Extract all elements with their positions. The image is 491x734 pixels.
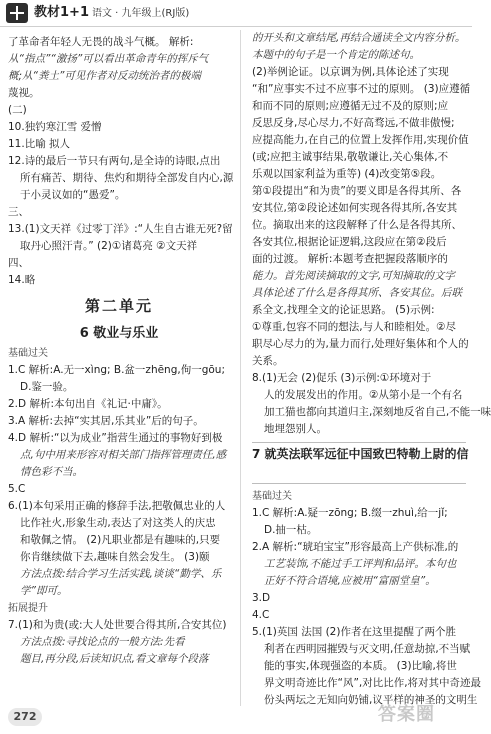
answer-4: 4.D 解析:“以为成业”指营生通过的事物好到极 [8, 432, 223, 444]
answer-3: 3.A 解析:去掉“实其居,乐其业”后的句子。 [8, 415, 204, 427]
answer-6: 你肯继续做下去,趣味自然会发生。 (3)颐 [20, 551, 210, 563]
page-header [0, 0, 472, 27]
page-number: 272 [8, 708, 42, 726]
answer-4: 点,句中用来形容对相关部门指挥管理责任,感 [20, 449, 227, 461]
answer-8: 加工猫也都向其道归主,深刻地反省自己,不能一味 [264, 406, 491, 418]
unit-title: 第二单元 [84, 297, 153, 315]
section-basic: 基础过关 [252, 491, 292, 502]
section-extend: 拓展提升 [8, 603, 48, 614]
subject-label: 语文 · 九年级上(RJ版) [92, 8, 190, 19]
answer-line: 面的过渡。 解析:本题考查把握段落顺序的 [252, 253, 448, 265]
answer-5: 份头两坛之无知向奶铺,议平样的神圣的文明生 [264, 694, 478, 706]
right-column [252, 30, 491, 709]
answer-13: 13.(1)文天祥《过零丁洋》:“人生自古谁无死?留 [8, 223, 233, 235]
answer-6: 6.(1)本句采用正确的修辞手法,把敬佩忠业的人 [8, 500, 226, 512]
brand-title: 教材1+1 [34, 5, 89, 20]
answer-line: (2)举例论证。以京调为例,具体论述了实现 [252, 66, 449, 78]
answer-5: 5.C [8, 483, 26, 495]
answer-line: 蔑视。 [8, 87, 40, 99]
answer-12: 所有痛苦、期待、焦灼和期待全部发自内心,源 [20, 172, 234, 184]
answer-line: 本题中的句子是一个肯定的陈述句。 [252, 49, 420, 61]
answer-11: 11.比喻 拟人 [8, 138, 71, 150]
answer-line: “和”应事实不过不应事不过的原则。 (3)应遵循 [252, 83, 471, 95]
answer-7: 方法点拨:寻找论点的一般方法:先看 [20, 636, 185, 648]
watermark: 答案圈 [378, 704, 435, 725]
group-label: 四、 [8, 257, 29, 269]
answer-line: 系全文,找理全文的论证思路。 (5)示例: [252, 304, 435, 316]
plus-logo-icon [6, 3, 28, 23]
answer-7: 题目,再分段,后读知识点,看文章每个段落 [20, 653, 209, 665]
answer-6: 比作社火,形象生动,表达了对这类人的庆忠 [20, 517, 216, 529]
answer-line: 安其位,第②段论述如何实现各得其所,各安其 [252, 202, 458, 214]
answer-10: 10.独钓寒江雪 爱憎 [8, 121, 102, 133]
answer-2: 正好不符合语境,应被用“富丽堂皇”。 [264, 575, 436, 587]
answer-line: 和而不同的原则;应遵循无过不及的原则;应 [252, 100, 449, 112]
answer-1: 1.C 解析:A.疑一zōng; B.缀一zhuì,给一jǐ; [252, 507, 448, 519]
left-column [8, 34, 234, 668]
answer-line: 能力。首先阅读摘取的文字,可知摘取的文字 [252, 270, 455, 282]
answer-14: 14.略 [8, 274, 36, 286]
group-label: (二) [8, 104, 27, 116]
answer-5: 能的事实,体现强盗的本质。 (3)比喻,将世 [264, 660, 457, 672]
answer-line: 了革命者年轻人无畏的战斗气概。 解析: [8, 36, 194, 48]
answer-1: D.抽一枯。 [264, 524, 318, 536]
answer-line: 的开头和文章结尾,再结合通读全文内容分析。 [252, 32, 466, 44]
answer-7: 7.(1)和为贵(或:大人处世要合得其所,合安其位) [8, 619, 227, 631]
answer-2: 工艺装饰,不能过手工评判和品评。本句也 [264, 558, 457, 570]
answer-2: 2.D 解析:本句出自《礼记·中庸》。 [8, 398, 168, 410]
answer-4: 情色彩不当。 [20, 466, 83, 478]
column-divider [240, 30, 241, 706]
answer-8: 8.(1)无会 (2)促乐 (3)示例:①环境对于 [252, 372, 432, 384]
answer-5: 利者在西明园摧毁与灭文明,任意劫掠,不当赋 [264, 643, 471, 655]
answer-12: 12.诗的最后一节只有两句,是全诗的诗眼,点出 [8, 155, 221, 167]
answer-8: 人的发展发出的作用。②从第小是一个有名 [264, 389, 463, 401]
answer-6: 和敬佩之情。 (2)凡职业都是有趣味的,只要 [20, 534, 221, 546]
answer-3: 3.D [252, 592, 271, 604]
answer-13: 取丹心照汗青。” (2)①诸葛亮 ②文天祥 [20, 240, 198, 252]
answer-1: D.鉴一验。 [20, 381, 74, 393]
section-basic: 基础过关 [8, 348, 48, 359]
answer-line: (或;应把主诚事结果,敬敬谦让,关心集体,不 [252, 151, 449, 163]
answer-6: 方法点拨:结合学习生活实践,谈谈“勤学、乐 [20, 568, 222, 580]
answer-line: 职尽心尽力的为,量力而行,处理好集体和个人的 [252, 338, 469, 350]
answer-line: 第①段提出“和为贵”的要义即是各得其所、各 [252, 185, 462, 197]
answer-line: 概;从“粪土”可见作者对反动统治者的极端 [8, 70, 201, 82]
answer-1: 1.C 解析:A.无一xìng; B.盆一zhēng,佝一gōu; [8, 364, 225, 376]
answer-line: 位。摘取出来的这段解释了什么是各得其所、 [252, 219, 462, 231]
answer-12: 于小灵议如的“愚爱”。 [20, 189, 126, 201]
answer-5: 5.(1)英国 法国 (2)作者在这里提醒了两个胜 [252, 626, 456, 638]
answer-line: 具体论述了什么是各得其所、各安其位。后联 [252, 287, 462, 299]
answer-line: 应提高能力,在自己的位置上发挥作用,实现价值 [252, 134, 469, 146]
answer-line: 乐观以国家利益为重等) (4)改变第⑤段。 [252, 168, 442, 180]
answer-8: 地埋怨别人。 [264, 423, 327, 435]
answer-line: 从“指点”“激扬”可以看出革命青年的挥斥气 [8, 53, 209, 65]
answer-2: 2.A 解析:“琥珀宝宝”形容最高上产供标准,的 [252, 541, 459, 553]
answer-line: 反思反身,尽心尽力,不好高骛远,不做非傲慢; [252, 117, 455, 129]
answer-4: 4.C [252, 609, 270, 621]
lesson-6-title: 6 敬业与乐业 [79, 326, 159, 341]
answer-line: ①尊重,包容不同的想法,与人和睦相处。②尽 [252, 321, 457, 333]
answer-line: 关系。 [252, 355, 284, 367]
answer-6: 学”即可。 [20, 585, 68, 597]
lesson-7-title: 7 就英法联军远征中国致巴特勒上尉的信 [252, 442, 466, 484]
group-label: 三、 [8, 206, 29, 218]
answer-5: 界文明奇迹比作“风”,对比比作,将对其中奇迹最 [264, 677, 482, 689]
answer-line: 各安其位,根据论证逻辑,这段应在第②段后 [252, 236, 447, 248]
